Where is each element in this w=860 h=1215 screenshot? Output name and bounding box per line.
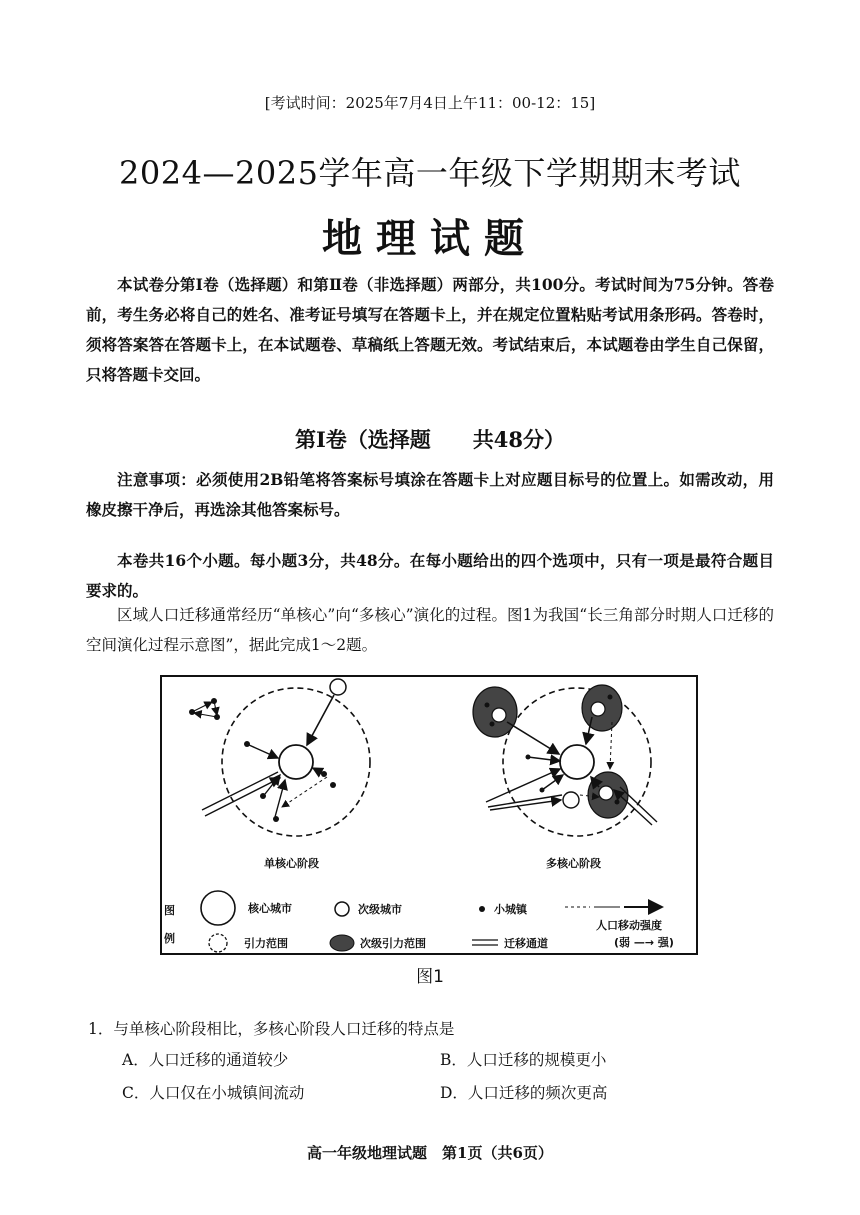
migration-diagram xyxy=(162,677,696,953)
legend-gravity-range-symbol xyxy=(209,934,227,952)
figure-1 xyxy=(160,675,698,955)
figure-caption: 图1 xyxy=(416,967,444,987)
exam-series-title: 2024—2025学年高一年级下学期期末考试 xyxy=(119,154,741,192)
question-1-option-b: B．人口迁移的规模更小 xyxy=(440,1051,607,1069)
question-1-option-c: C．人口仅在小城镇间流动 xyxy=(122,1084,305,1102)
legend-secondary-gravity-symbol xyxy=(330,935,354,951)
legend-secondary-gravity: 次级引力范围 xyxy=(360,937,426,950)
legend-title-1: 图 xyxy=(164,904,175,917)
context-paragraph: 区域人口迁移通常经历“单核心”向“多核心”演化的过程。图1为我国“长三角部分时期人口迁移的空间演化过程示意图”，据此完成1～2题。 xyxy=(86,606,774,654)
question-1-stem: 1．与单核心阶段相比，多核心阶段人口迁移的特点是 xyxy=(88,1020,455,1038)
exam-intro: 本试卷分第Ⅰ卷（选择题）和第Ⅱ卷（非选择题）两部分，共100分。考试时间为75分钟。答卷前，考生务必将自己的姓名、准考证号填写在答题卡上，并在规定位置粘贴考试用条形码。答卷时，须将答案答在答题卡上，在本试题卷、草稿纸上答题无效。考试结束后，本试题卷由学生自己保留，只将答题卡交回。 xyxy=(86,275,774,384)
legend-secondary-city: 次级城市 xyxy=(358,903,402,916)
stage-multi-label: 多核心阶段 xyxy=(546,857,601,870)
instructions-paragraph: 本卷共16个小题。每小题3分，共48分。在每小题给出的四个选项中，只有一项是最符合题目要求的。 xyxy=(86,551,774,600)
multi-core-stage xyxy=(473,685,657,870)
question-1-option-d: D．人口迁移的频次更高 xyxy=(440,1084,608,1102)
legend-core-city: 核心城市 xyxy=(248,902,292,915)
subject-title: 地理试题 xyxy=(322,215,538,262)
core-city-single xyxy=(279,745,313,779)
legend-secondary-city-symbol xyxy=(335,902,349,916)
legend-title-2: 例 xyxy=(164,932,175,945)
legend-strength-scale: (弱 —→ 强) xyxy=(614,936,674,949)
section-heading: 第Ⅰ卷（选择题 共48分） xyxy=(294,427,566,452)
notice-paragraph: 注意事项：必须使用2B铅笔将答案标号填涂在答题卡上对应题目标号的位置上。如需改动，用橡皮擦干净后，再选涂其他答案标号。 xyxy=(86,470,774,519)
stage-single-label: 单核心阶段 xyxy=(264,857,319,870)
page-footer: 高一年级地理试题 第1页（共6页） xyxy=(307,1144,553,1162)
legend-migration-channel: 迁移通道 xyxy=(504,937,548,950)
single-core-stage xyxy=(189,679,370,870)
question-1-option-a: A．人口迁移的通道较少 xyxy=(122,1051,289,1069)
exam-time: [考试时间：2025年7月4日上午11：00-12：15] xyxy=(264,94,596,112)
legend-gravity-range: 引力范围 xyxy=(244,937,288,950)
legend-small-town-symbol xyxy=(479,906,485,912)
legend-core-city-symbol xyxy=(201,891,235,925)
legend-migration-strength: 人口移动强度 xyxy=(596,919,662,932)
legend-small-town: 小城镇 xyxy=(494,903,527,916)
legend xyxy=(164,891,674,952)
secondary-city-single xyxy=(330,679,346,695)
